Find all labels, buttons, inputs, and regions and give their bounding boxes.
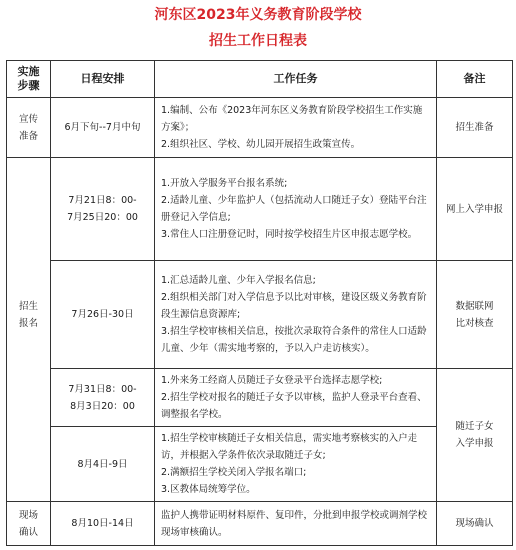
date-cell [51, 427, 155, 502]
task-cell [155, 98, 437, 158]
note-cell [437, 98, 513, 158]
page-title: 河东区2023年义务教育阶段学校 [154, 7, 362, 23]
header-step-text: 步骤 [17, 79, 40, 92]
task-item: 监护人携带证明材料原件、复印件，分批到申报学校或调剂学校现场审核确认。 [161, 509, 428, 538]
cell-text: 招生 [18, 300, 38, 312]
task-item: 2.满额招生学校关闭入学报名端口; [161, 467, 307, 478]
header-date: 日程安排 [51, 61, 155, 98]
step-cell [7, 427, 51, 502]
date-cell [51, 98, 155, 158]
cell-text: 入学申报 [455, 438, 494, 449]
cell-text: 7月31日8：00- [68, 383, 137, 395]
task-item: 3.常住人口注册登记时，同时按学校招生片区申报志愿学校。 [161, 229, 418, 240]
cell-text: 网上入学申报 [445, 203, 503, 215]
note-cell [437, 369, 513, 502]
cell-text: 7月26日-30日 [71, 309, 134, 320]
date-cell [51, 502, 155, 546]
table-body [7, 98, 513, 546]
table-row [7, 502, 513, 546]
step-cell [7, 502, 51, 546]
note-cell [437, 261, 513, 369]
cell-text: 随迁子女 [455, 421, 494, 432]
task-item: 2.招生学校对报名的随迁子女予以审核，监护人登录平台查看、调整报名学校。 [161, 392, 427, 420]
cell-text: 比对核查 [455, 317, 494, 329]
task-item: 1.汇总适龄儿童、少年入学报名信息; [161, 275, 316, 286]
task-item: 2.组织相关部门对入学信息予以比对审核，建设区级义务教育阶段生源信息资源库; [161, 292, 427, 320]
header-note: 备注 [437, 61, 513, 98]
task-item: 1.开放入学服务平台报名系统; [161, 178, 288, 189]
date-cell [51, 261, 155, 369]
task-cell [155, 502, 437, 546]
cell-text: 7月25日20：00 [67, 212, 138, 223]
step-cell [7, 261, 51, 369]
cell-text: 准备 [18, 130, 38, 142]
schedule-table [6, 60, 513, 546]
task-item: 2.组织社区、学校、幼儿园开展招生政策宣传。 [161, 139, 361, 150]
task-item: 3.区教体局统筹学位。 [161, 484, 256, 495]
table-row [7, 369, 513, 427]
cell-text: 确认 [18, 526, 38, 538]
task-cell [155, 261, 437, 369]
task-item: 1.外来务工经商人员随迁子女登录平台选择志愿学校; [161, 375, 383, 386]
note-cell [437, 158, 513, 261]
date-cell [51, 158, 155, 261]
cell-text: 报名 [18, 317, 38, 329]
step-cell [7, 98, 51, 158]
header-step-text: 实施 [17, 65, 40, 78]
page-subtitle: 招生工作日程表 [209, 33, 307, 49]
step-cell [7, 158, 51, 261]
cell-text: 现场确认 [455, 518, 494, 529]
task-item: 1.编制、公布《2023年河东区义务教育阶段学校招生工作实施方案》； [161, 105, 423, 133]
cell-text: 宣传 [18, 113, 38, 125]
task-cell [155, 427, 437, 502]
table-header-row [7, 61, 513, 98]
task-item: 3.招生学校审核相关信息，按批次录取符合条件的常住人口适龄儿童、少年（需实地考察的，予以入户走访核实）。 [161, 326, 427, 354]
date-cell [51, 369, 155, 427]
note-cell [437, 502, 513, 546]
cell-text: 数据联网 [455, 300, 494, 312]
cell-text: 8月3日20：00 [70, 400, 135, 412]
task-item: 2.适龄儿童、少年监护人（包括流动人口随迁子女）登陆平台注册登记入学信息; [161, 195, 427, 223]
table-row [7, 158, 513, 261]
cell-text: 8月4日-9日 [77, 458, 128, 470]
header-task: 工作任务 [155, 61, 437, 98]
step-cell [7, 369, 51, 427]
task-cell [155, 369, 437, 427]
cell-text: 招生准备 [455, 122, 494, 133]
table-row [7, 98, 513, 158]
task-cell [155, 158, 437, 261]
cell-text: 现场 [18, 509, 38, 521]
header-step [7, 61, 51, 98]
table-row [7, 261, 513, 369]
cell-text: 6月下旬--7月中旬 [64, 122, 141, 133]
cell-text: 7月21日8：00- [68, 195, 137, 206]
cell-text: 8月10日-14日 [71, 518, 134, 529]
task-item: 1.招生学校审核随迁子女相关信息，需实地考察核实的入户走访，并根据入学条件依次录取随迁子女; [161, 433, 418, 461]
